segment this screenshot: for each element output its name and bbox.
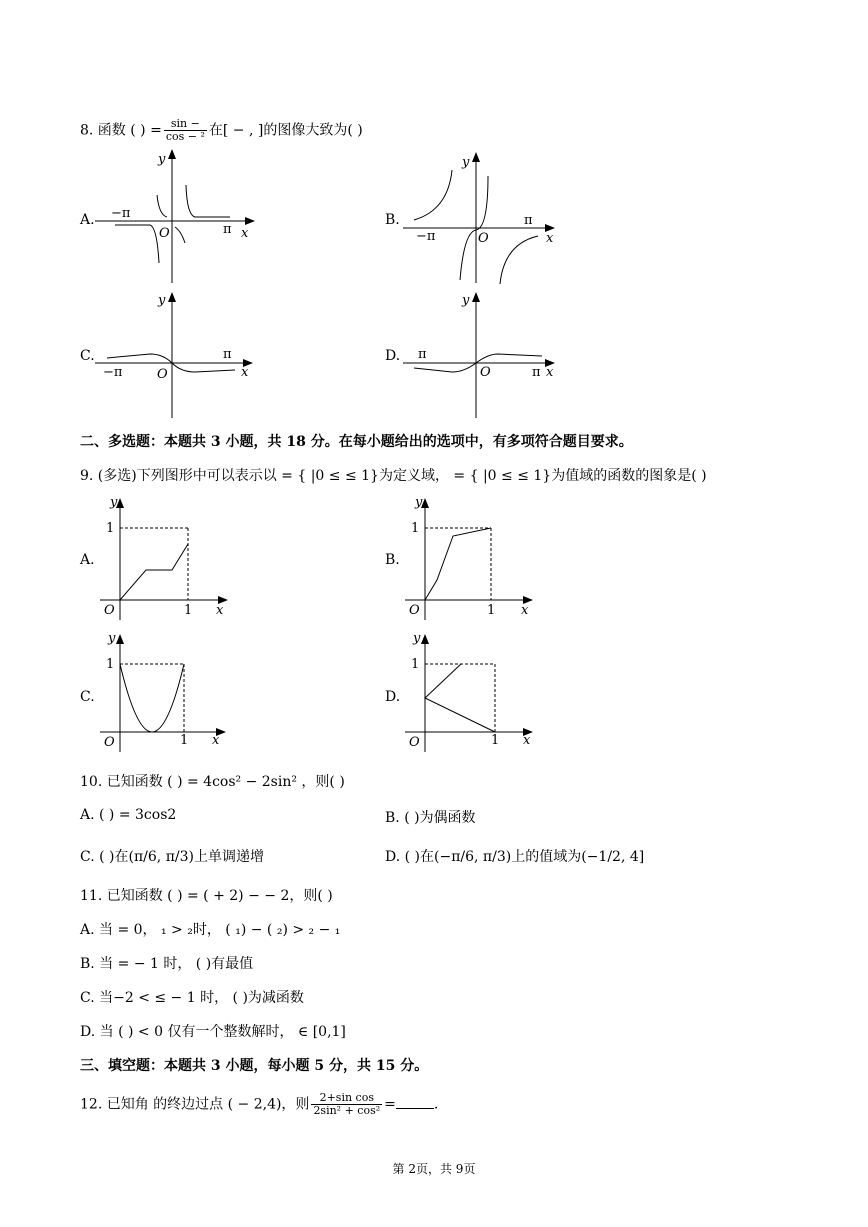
q8d-x: x bbox=[546, 365, 554, 380]
q9b-one-y: 1 bbox=[411, 521, 420, 536]
q8-fraction: $\frac{\sin -}{\text{cos − ²}}$ bbox=[165, 117, 205, 143]
q8-option-b-label: B. bbox=[385, 212, 400, 228]
q8d-y: y bbox=[462, 293, 470, 308]
q9d-origin: O bbox=[409, 735, 420, 750]
q11-stem: 11. 已知函数 ( ) = ( + 2) − − 2，则( ) bbox=[80, 888, 333, 904]
q12-stem: 12. 已知角 的终边过点 ( − 2,4)，则 $\frac{\text{2+sin cos}}{\text{2sin² + cos²}}$ = . bbox=[80, 1091, 439, 1117]
q9b-x: x bbox=[521, 603, 529, 618]
q10-option-c: C. ( )在(π/6, π/3)上单调递增 bbox=[80, 849, 264, 865]
q8b-y: y bbox=[462, 155, 470, 170]
q10-d-interval: (−π/6, π/3) bbox=[434, 849, 512, 865]
q9a-x: x bbox=[216, 603, 224, 618]
q9c-one-x: 1 bbox=[180, 733, 189, 748]
q8-graph-b bbox=[400, 148, 570, 288]
q8d-neg-pi: π bbox=[418, 347, 427, 362]
page-footer: 第 2页，共 9页 bbox=[392, 1162, 476, 1176]
q8c-origin: O bbox=[157, 367, 168, 382]
q12-prefix: 12. 已知角 的终边过点 ( − 2,4)，则 bbox=[80, 1096, 310, 1113]
q9c-origin: O bbox=[104, 735, 115, 750]
q9-graph-a bbox=[100, 492, 235, 622]
q11-option-d: D. 当 ( ) < 0 仅有一个整数解时， ∈ [0,1] bbox=[80, 1024, 346, 1040]
q8c-x: x bbox=[241, 365, 249, 380]
q9a-origin: O bbox=[104, 603, 115, 618]
q8-stem bbox=[80, 118, 363, 143]
q9b-origin: O bbox=[409, 603, 420, 618]
q9b-one-x: 1 bbox=[487, 603, 496, 618]
q8-option-d-label: D. bbox=[385, 348, 401, 364]
q8-prefix: 8. 函数 ( ) = bbox=[80, 122, 162, 139]
q9-option-c-label: C. bbox=[80, 689, 95, 705]
q8a-x: x bbox=[241, 226, 249, 241]
q9a-one-y: 1 bbox=[106, 521, 115, 536]
q8c-pi: π bbox=[223, 347, 232, 362]
q9-option-d-label: D. bbox=[385, 689, 401, 705]
q10-option-a: A. ( ) = 3cos2 bbox=[80, 807, 177, 823]
q8a-neg-pi: −π bbox=[111, 206, 131, 221]
q9b-y: y bbox=[415, 495, 423, 510]
q12-fraction: $\frac{\text{2+sin cos}}{\text{2sin² + cos²}}$ bbox=[313, 1091, 381, 1117]
q8-graph-d bbox=[400, 288, 570, 423]
q11-option-a: A. 当 = 0， ₁ > ₂时， ( ₁) − ( ₂) > ₂ − ₁ bbox=[80, 922, 341, 938]
q8-suffix: 在[ − , ]的图像大致为( ) bbox=[208, 122, 363, 139]
q9c-x: x bbox=[212, 733, 220, 748]
q8-option-a-label: A. bbox=[80, 212, 95, 228]
q8c-y: y bbox=[158, 293, 166, 308]
q8-graph-c bbox=[95, 288, 265, 423]
q9-graph-c bbox=[100, 628, 235, 753]
q8-graph-a bbox=[95, 145, 265, 285]
q10-option-b: B. ( )为偶函数 bbox=[385, 810, 476, 826]
q9d-x: x bbox=[523, 733, 531, 748]
q9d-one-y: 1 bbox=[411, 657, 420, 672]
q8-option-c-label: C. bbox=[80, 348, 95, 364]
q8b-origin: O bbox=[478, 231, 489, 246]
q9d-y: y bbox=[413, 631, 421, 646]
q12-answer-blank[interactable] bbox=[396, 1094, 434, 1109]
q10-c-interval: (π/6, π/3) bbox=[128, 849, 194, 865]
q9a-y: y bbox=[110, 495, 118, 510]
q8d-origin: O bbox=[480, 365, 491, 380]
q10-stem: 10. 已知函数 ( ) = 4cos² − 2sin² ，则( ) bbox=[80, 774, 345, 790]
q8a-pi: π bbox=[223, 222, 232, 237]
q9-graph-d bbox=[405, 628, 540, 753]
q8a-y: y bbox=[158, 152, 166, 167]
q8b-neg-pi: −π bbox=[416, 229, 436, 244]
q9c-one-y: 1 bbox=[106, 657, 115, 672]
q10-d-range: (−1/2, 4] bbox=[581, 849, 645, 865]
q9-stem: 9. (多选)下列图形中可以表示以 = { |0 ≤ ≤ 1}为定义域， = { |0 ≤ ≤ 1}为值域的函数的图象是( ) bbox=[80, 468, 707, 484]
q9-option-b-label: B. bbox=[385, 552, 400, 568]
q9-graph-b bbox=[405, 492, 540, 622]
q8d-pi: π bbox=[532, 365, 541, 380]
q9d-one-x: 1 bbox=[491, 733, 500, 748]
q8b-pi: π bbox=[524, 213, 533, 228]
q9-option-a-label: A. bbox=[80, 552, 95, 568]
q11-option-c: C. 当−2 < ≤ − 1 时， ( )为减函数 bbox=[80, 990, 304, 1006]
section3-heading: 三、填空题：本题共 3 小题，每小题 5 分，共 15 分。 bbox=[80, 1058, 429, 1074]
q8a-origin: O bbox=[159, 226, 170, 241]
q10-option-d: D. ( )在(−π/6, π/3)上的值域为(−1/2, 4] bbox=[385, 849, 645, 865]
q11-option-b: B. 当 = − 1 时， ( )有最值 bbox=[80, 956, 254, 972]
section2-heading: 二、多选题：本题共 3 小题，共 18 分。在每小题给出的选项中，有多项符合题目要求。 bbox=[80, 434, 633, 450]
q9a-one-x: 1 bbox=[184, 603, 193, 618]
q9c-y: y bbox=[108, 631, 116, 646]
q8b-x: x bbox=[546, 231, 554, 246]
q8c-neg-pi: −π bbox=[103, 365, 123, 380]
